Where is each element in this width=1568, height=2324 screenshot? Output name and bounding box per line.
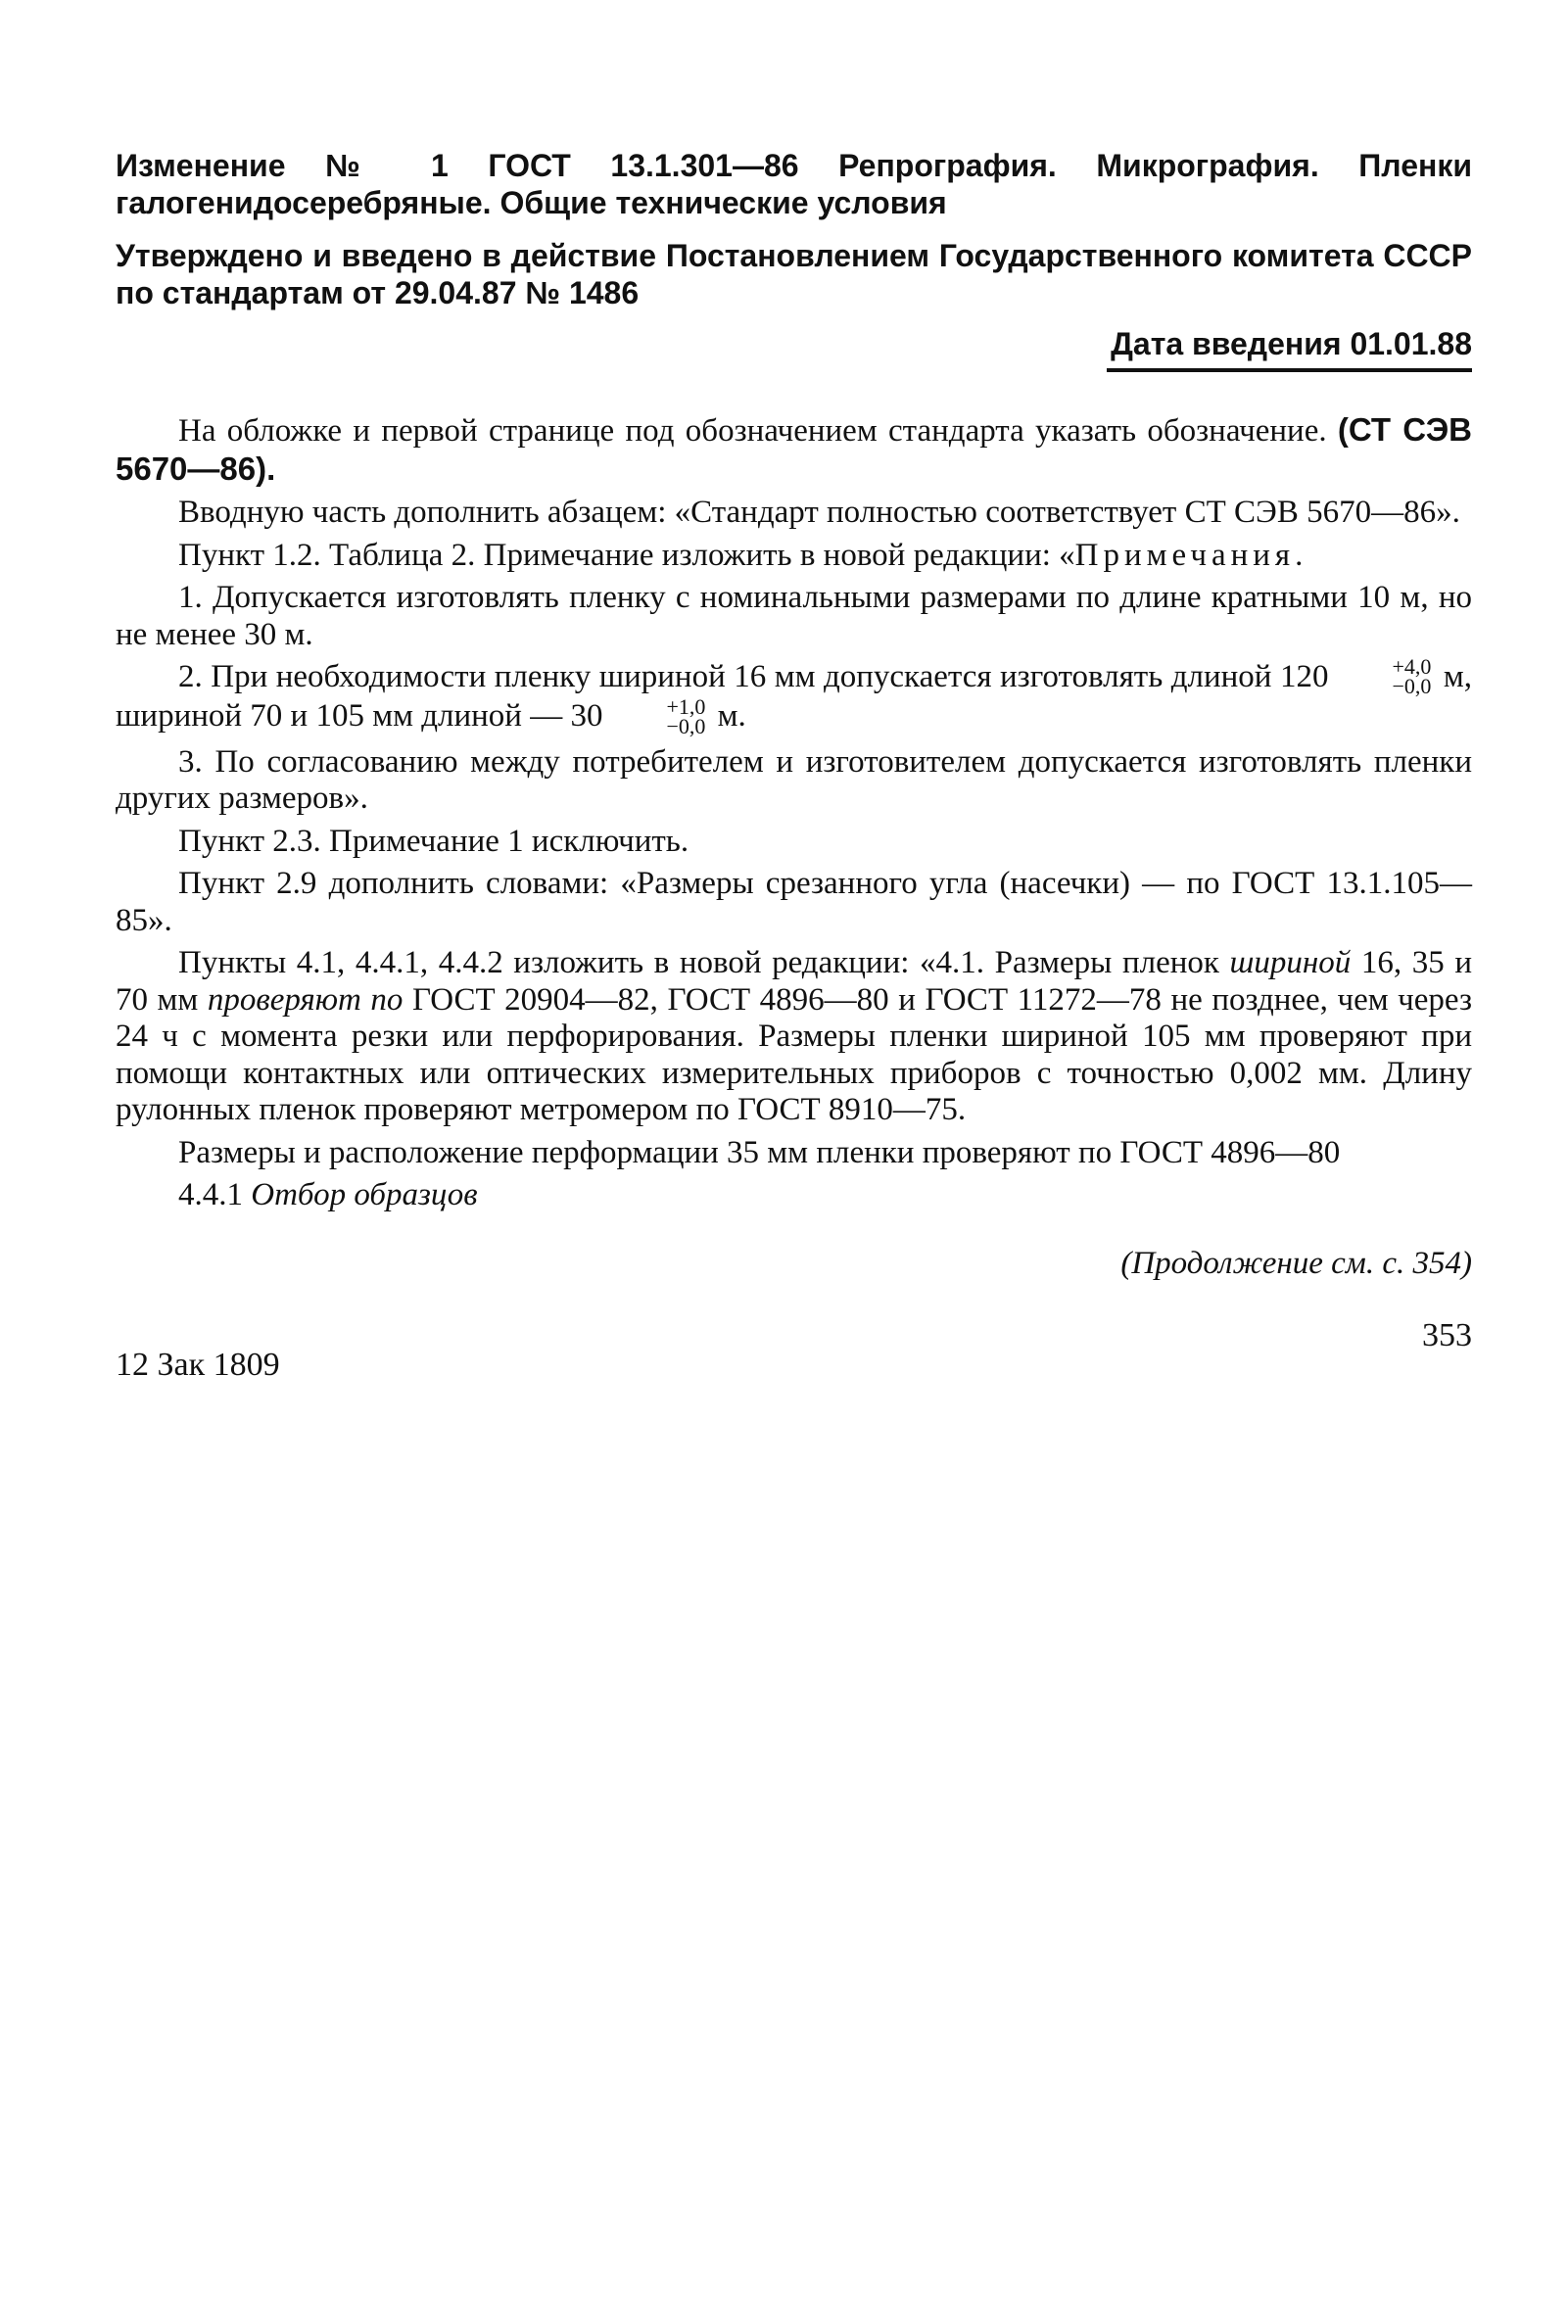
standard-reference: (СТ СЭВ 5670—86). (116, 411, 1473, 487)
tolerance-lower: −0,0 (1392, 674, 1432, 699)
paragraph-item-4-4-1 (116, 1177, 1472, 1214)
note-3: 3. По согласованию между потребителем и изготовителем допускается изготовлять пленки других размеров». (116, 743, 1472, 817)
note-text: 2. При необходимости пленку шириной 16 мм допускается изготовлять длиной 120 (178, 659, 1329, 694)
paragraph-text: 16, 35 и 70 мм (116, 945, 1472, 1018)
order-number: 12 Зак 1809 (116, 1346, 280, 1383)
effective-date-value: 01.01.88 (1350, 326, 1472, 361)
tolerance-upper: +4,0 (1392, 654, 1432, 680)
tolerance-upper: +1,0 (666, 693, 706, 719)
paragraph-text: Пункты 4.1, 4.4.1, 4.4.2 изложить в новой редакции: «4.1. Размеры пленок (178, 945, 1230, 981)
paragraph-cover-designation (116, 411, 1472, 489)
paragraph-text: Пункт 1.2. Таблица 2. Примечание изложить в новой редакции: « (178, 537, 1075, 573)
document-page (116, 147, 1473, 1383)
item-heading: Отбор образцов (251, 1177, 478, 1213)
effective-date (1107, 325, 1472, 372)
paragraph-item-2-3: Пункт 2.3. Примечание 1 исключить. (178, 823, 689, 859)
paragraph-text: ГОСТ 20904—82, ГОСТ 4896—80 и ГОСТ 11272—78 не позднее, чем через 24 ч с момента резки или перфорирования. Размеры пленки шириной 105 мм проверяют при помощи контактных или оптических измерительных приборов с точностью 0,002 мм. Длину рулонных пленок проверяют метромером по ГОСТ 8910—75. (116, 981, 1472, 1128)
note-1: 1. Допускается изготовлять пленку с номинальными размерами по длине кратными 10 м, но не менее 30 м. (116, 580, 1472, 652)
effective-date-label: Дата введения (1111, 326, 1342, 361)
item-number: 4.4.1 (178, 1177, 252, 1213)
tolerance-length-120 (1329, 654, 1432, 699)
paragraph-items-4-1 (116, 945, 1472, 1129)
effective-date-line (116, 325, 1472, 372)
paragraph-text: На обложке и первой странице под обозначением стандарта указать обозначение. (178, 413, 1338, 449)
italic-text: проверяют по (207, 981, 404, 1018)
paragraph-intro-addition: Вводную часть дополнить абзацем: «Стандарт полностью соответствует СТ СЭВ 5670—86». (178, 495, 1460, 530)
tolerance-length-30 (603, 693, 706, 738)
note-2 (116, 654, 1472, 738)
continuation-note: (Продолжение см. с. 354) (1120, 1245, 1472, 1281)
italic-text: шириной (1229, 945, 1352, 981)
paragraph-item-2-9: Пункт 2.9 дополнить словами: «Размеры срезанного угла (насечки) — по ГОСТ 13.1.105—85». (116, 866, 1472, 938)
document-title: Изменение № 1 ГОСТ 13.1.301—86 Репрография. Микрография. Пленки галогенидосеребряные. Общие технические условия (116, 148, 1472, 220)
page-footer (116, 1316, 1472, 1383)
notes-heading: Примечания. (1074, 537, 1308, 573)
tolerance-lower: −0,0 (666, 713, 706, 738)
note-text: м. (709, 698, 746, 735)
approval-statement: Утверждено и введено в действие Постановлением Государственного комитета СССР по стандартам от 29.04.87 № 1486 (116, 238, 1472, 310)
amendment-body (116, 411, 1472, 1214)
note-text: м, шириной 70 и 105 мм длиной — 30 (116, 659, 1472, 735)
paragraph-perforation: Размеры и расположение перформации 35 мм пленки проверяют по ГОСТ 4896—80 (178, 1134, 1341, 1170)
page-number: 353 (1422, 1316, 1472, 1353)
paragraph-item-1-2 (116, 538, 1472, 575)
